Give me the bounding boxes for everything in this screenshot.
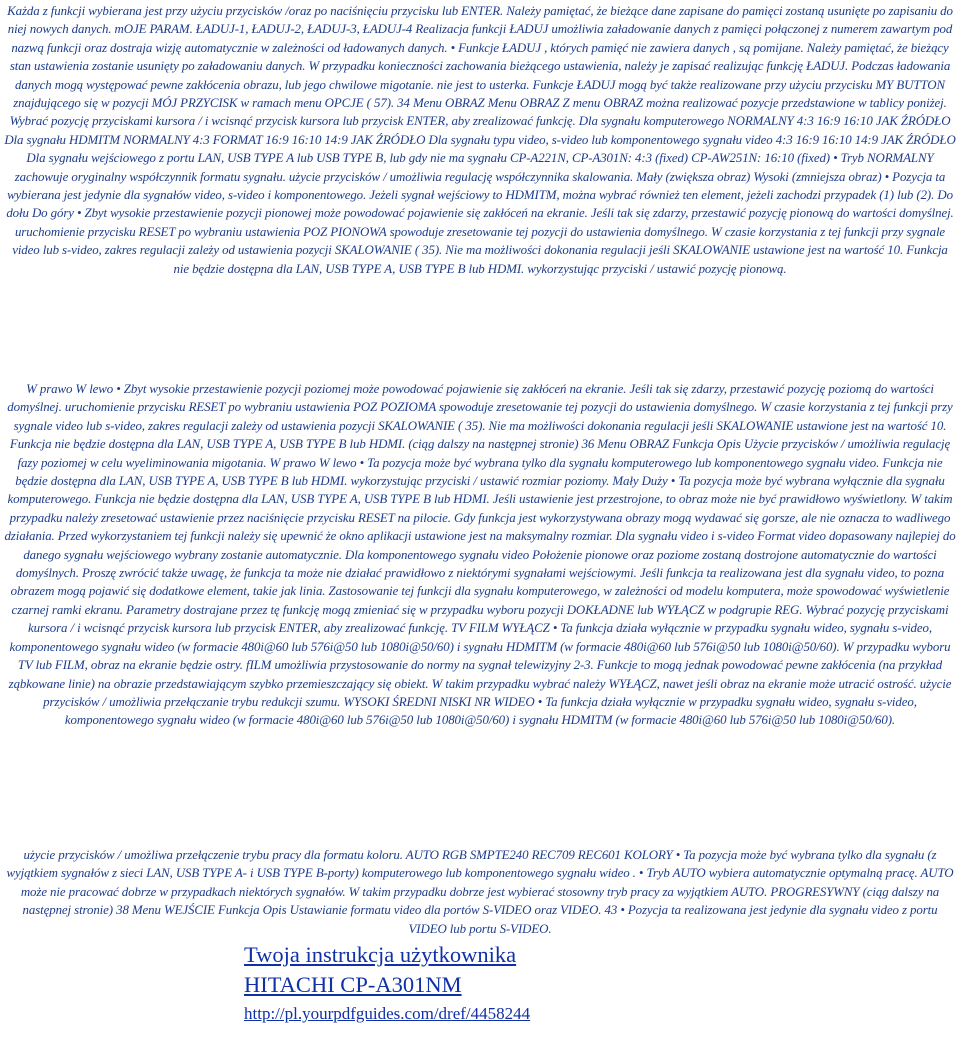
body-paragraph-1: Każda z funkcji wybierana jest przy użyciu przycisków /oraz po naciśnięciu przycisku lub ENTER. Należy pamiętać, że bieżące dane zapisane do pamięci zostaną usunięte po zapisaniu do niej nowych danych. mOJE PARAM. ŁADUJ-1, ŁADUJ-2, ŁADUJ-3, ŁADUJ-4 Realizacja funkcji ŁADUJ umożliwia załadowanie danych z pamięci połączonej z numerem zawartym pod nazwą funkcji oraz dostraja wizję automatycznie w zależności od ładowanych danych. • Funkcje ŁADUJ , których pamięć nie zawiera danych , są pomijane. Należy pamiętać, że bieżący stan ustawienia zostanie usunięty po załadowaniu danych. W przypadku konieczności zachowania bieżącego ustawienia, należy je zapisać realizując funkcję ŁADUJ. Podczas ładowania danych mogą występować pewne zakłócenia obrazu, lub jego chwilowe migotanie. nie jest to usterka. Funkcje ŁADUJ mogą być także realizowane przy użyciu przycisku MY BUTTON znajdującego się w pozycji MÓJ PRZYCISK w ramach menu OPCJE ( 57). 34 Menu OBRAZ Menu OBRAZ Z menu OBRAZ można realizować pozycje przedstawione w tablicy poniżej. Wybrać pozycję przyciskami kursora / i wcisnąć przycisk kursora lub przycisk ENTER, aby zrealizować funkcję. Dla sygnału komputerowego NORMALNY 4:3 16:9 16:10 JAK ŹRÓDŁO Dla sygnału HDMITM NORMALNY 4:3 FORMAT 16:9 16:10 14:9 JAK ŹRÓDŁO Dla sygnału typu video, s-video lub komponentowego sygnału video 4:3 16:9 16:10 14:9 JAK ŹRÓDŁO Dla sygnału wejściowego z portu LAN, USB TYPE A lub USB TYPE B, lub gdy nie ma sygnału CP-A221N, CP-A301N: 4:3 (fixed) CP-AW251N: 16:10 (fixed) • Tryb NORMALNY zachowuje oryginalny współczynnik formatu sygnału. użycie przycisków / umożliwia regulację współczynnika skalowania. Mały (zwiększa obraz) Wysoki (zmniejsza obraz) • Pozycja ta wybierana jest jedynie dla sygnałów video, s-video i komponentowego. Jeżeli sygnał wejściowy to HDMITM, można wybrać również ten element, jeżeli zachodzi przypadek (1) lub (2). Do dołu Do góry • Zbyt wysokie przestawienie pozycji pionowej może powodować pojawienie się zakłóceń na ekranie. Jeśli tak się zdarzy, przestawić pozycję pionową do wartości domyślnej. uruchomienie przycisku RESET po wybraniu ustawienia POZ PIONOWA spowoduje zresetowanie tej pozycji do ustawienia domyślnego. W czasie korzystania z tej funkcji przy sygnale video lub s-video, zakres regulacji zależy od ustawienia pozycji SKALOWANIE ( 35). Nie ma możliwości dokonania regulacji jeśli SKALOWANIE ustawione jest na wartość 10. Funkcja nie będzie dostępna dla LAN, USB TYPE A, USB TYPE B lub HDMI. wykorzystując przyciski / ustawić pozycję pionową.	[4, 4, 956, 276]
source-url-link[interactable]: http://pl.yourpdfguides.com/dref/4458244	[244, 1004, 531, 1023]
body-paragraph-2: W prawo W lewo • Zbyt wysokie przestawienie pozycji poziomej może powodować pojawienie się zakłóceń na ekranie. Jeśli tak się zdarzy, przestawić pozycję poziomą do wartości domyślnej. uruchomienie przycisku RESET po wybraniu ustawienia POZ POZIOMA spowoduje zresetowanie tej pozycji do ustawienia domyślnego. W czasie korzystania z tej funkcji przy sygnale video lub s-video, zakres regulacji zależy od ustawienia pozycji SKALOWANIE ( 35). Nie ma możliwości dokonania regulacji jeśli SKALOWANIE ustawione jest na wartość 10. Funkcja nie będzie dostępna dla LAN, USB TYPE A, USB TYPE B lub HDMI. (ciąg dalszy na następnej stronie) 36 Menu OBRAZ Funkcja Opis Użycie przycisków / umożliwia regulację fazy poziomej w celu wyeliminowania migotania. W prawo W lewo • Ta pozycja może być wybrana tylko dla sygnału komputerowego lub komponentowego sygnału video. Funkcja nie będzie dostępna dla LAN, USB TYPE A, USB TYPE B lub HDMI. wykorzystując przyciski / ustawić rozmiar poziomy. Mały Duży • Ta pozycja może być wybrana wyłącznie dla sygnału komputerowego. Funkcja nie będzie dostępna dla LAN, USB TYPE A, USB TYPE B lub HDMI. Jeśli ustawienie jest przestrojone, to obraz może nie być prawidłowo wyświetlony. W takim przypadku należy zresetować ustawienie przez naciśnięcie przycisku RESET na pilocie. Gdy funkcja jest wykorzystywana obrazy mogą wydawać się gorsze, ale nie oznacza to wadliwego działania. Przed wykorzystaniem tej funkcji należy się upewnić że okno aplikacji ustawione jest na maksymalny rozmiar. Dla sygnału video i s-video Format video dopasowany najlepiej do danego sygnału wejściowego wybrany zostanie automatycznie. Dla komponentowego sygnału video Położenie pionowe oraz poziome zostaną dostrojone automatycznie do wartości domyślnych. Proszę zwrócić także uwagę, że funkcja ta może nie działać prawidłowo z niektórymi sygnałami wejściowymi. Jeśli funkcja ta realizowana jest dla sygnału video, to pozna obrazem mogą pojawić się dodatkowe element, takie jak linia. Zastosowanie tej funkcji dla sygnału komputerowego, w zależności od modelu komputera, może spowodować wyświetlenie czarnej ramki ekranu. Parametry dostrajane przez tę funkcję mogą zmieniać się w przypadku wyboru pozycji DOKŁADNE lub WYŁĄCZ w podgrupie REG. Wybrać pozycję przyciskami kursora / i wcisnąć przycisk kursora lub przycisk ENTER, aby zrealizować funkcję. TV FILM WYŁĄCZ • Ta funkcja działa wyłącznie w przypadku sygnału wideo, sygnału s-video, komponentowego sygnału wideo (w formacie 480i@60 lub 576i@50 lub 1080i@50/60) i sygnału HDMITM (w formacie 480i@60 lub 576i@50 lub 1080i@50/60). W przypadku wyboru TV lub FILM, obraz na ekranie będzie ostry. fILM umożliwia przystosowanie do normy na sygnał telewizyjny 2-3. Funkcje to mogą jednak powodować pewne zakłócenia (na przykład ząbkowane linie) na obrazie przedstawiającym szybko przemieszczający się obiekt. W takim przypadku wybrać należy WYŁĄCZ, nawet jeśli obraz na ekranie może utracić ostrość. użycie przycisków / umożliwia przełączanie trybu redukcji szumu. WYSOKI ŚREDNI NISKI NR WIDEO • Ta funkcja działa wyłącznie w przypadku sygnału wideo, sygnału s-video, komponentowego sygnału wideo (w formacie 480i@60 lub 576i@50 lub 1080i@50/60) i sygnału HDMITM (w formacie 480i@60 lub 576i@50 lub 1080i@50/60).	[4, 382, 956, 728]
manual-link[interactable]: Twoja instrukcja użytkownika	[244, 942, 517, 967]
body-paragraph-3: użycie przycisków / umożliwa przełączenie trybu pracy dla formatu koloru. AUTO RGB SMPTE240 REC709 REC601 KOLORY • Ta pozycja może być wybrana tylko dla sygnału (z wyjątkiem sygnałów z sieci LAN, USB TYPE A- i USB TYPE B-porty) komputerowego lub komponentowego sygnału wideo . • Tryb AUTO wybiera automatycznie optymalną pracę. AUTO może nie pracować dobrze w przypadkach niektórych sygnałów. W takim przypadku dobrze jest wybierać stosowny tryb pracy za wyjątkiem AUTO. PROGRESYWNY (ciąg dalszy na następnej stronie) 38 Menu WEJŚCIE Funkcja Opis Ustawianie formatu video dla portów S-VIDEO oraz VIDEO. 43 • Pozycja ta realizowana jest jedynie dla sygnału video z portu VIDEO lub portu S-VIDEO.	[6, 848, 954, 936]
model-link[interactable]: HITACHI CP-A301NM	[244, 972, 462, 997]
footer-links	[244, 940, 530, 1026]
